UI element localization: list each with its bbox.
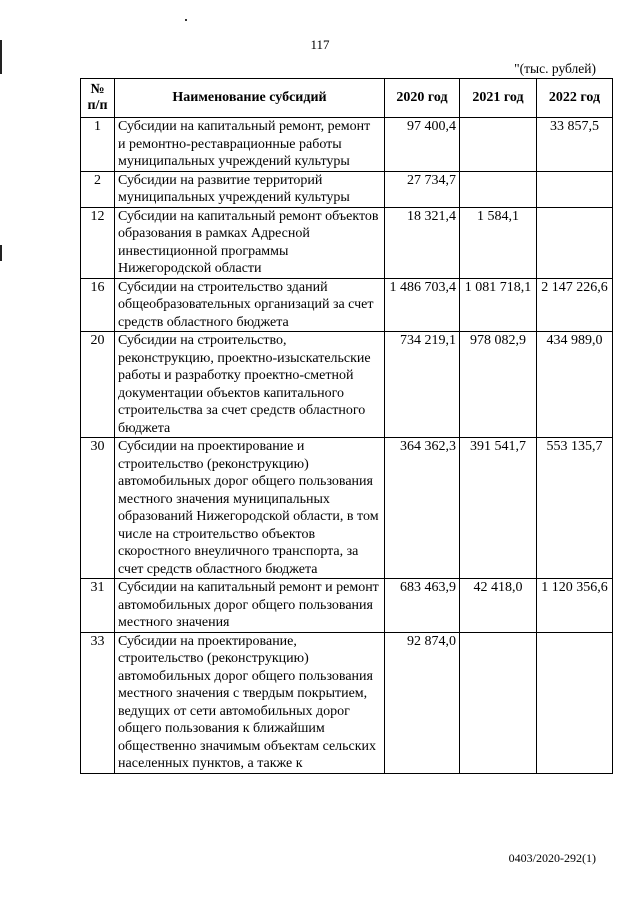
row-2021 <box>460 118 537 172</box>
row-num: 30 <box>81 438 115 579</box>
header-2022: 2022 год <box>537 79 613 118</box>
row-2020: 92 874,0 <box>385 632 460 773</box>
subsidies-table <box>80 78 613 774</box>
row-name: Субсидии на строительство, реконструкцию, проектно-изыскательские работы и разработку проектно-сметной документации объектов капитального строительства за счет средств областного бюджета <box>115 332 385 438</box>
row-2021 <box>460 171 537 207</box>
row-2021: 1 584,1 <box>460 207 537 278</box>
row-2020: 27 734,7 <box>385 171 460 207</box>
header-2020: 2020 год <box>385 79 460 118</box>
row-2022 <box>537 207 613 278</box>
row-2020: 683 463,9 <box>385 579 460 633</box>
row-2022: 434 989,0 <box>537 332 613 438</box>
row-2021: 978 082,9 <box>460 332 537 438</box>
row-2021: 42 418,0 <box>460 579 537 633</box>
row-2021: 1 081 718,1 <box>460 278 537 332</box>
row-num: 1 <box>81 118 115 172</box>
table-row <box>81 118 613 172</box>
row-2022: 2 147 226,6 <box>537 278 613 332</box>
row-name: Субсидии на строительство зданий общеобразовательных организаций за счет средств областного бюджета <box>115 278 385 332</box>
row-num: 33 <box>81 632 115 773</box>
row-2020: 18 321,4 <box>385 207 460 278</box>
header-num: № п/п <box>81 79 115 118</box>
row-name: Субсидии на развитие территорий муниципальных учреждений культуры <box>115 171 385 207</box>
page-number: 117 <box>310 37 330 52</box>
row-name: Субсидии на проектирование и строительство (реконструкцию) автомобильных дорог общего пользования местного значения муниципальных образований Нижегородской области, в том числе на строительство объектов скоростного внеуличного транспорта, за счет средств областного бюджета <box>115 438 385 579</box>
header-name: Наименование субсидий <box>115 79 385 118</box>
table-row <box>81 207 613 278</box>
binding-mark <box>0 245 2 261</box>
row-2022 <box>537 171 613 207</box>
row-2022: 1 120 356,6 <box>537 579 613 633</box>
document-code: 0403/2020-292(1) <box>508 851 596 865</box>
row-2020: 97 400,4 <box>385 118 460 172</box>
row-name: Субсидии на капитальный ремонт, ремонт и ремонтно-реставрационные работы муниципальных учреждений культуры <box>115 118 385 172</box>
table-row <box>81 579 613 633</box>
table-row <box>81 632 613 773</box>
row-num: 12 <box>81 207 115 278</box>
row-2022 <box>537 632 613 773</box>
header-2021: 2021 год <box>460 79 537 118</box>
row-name: Субсидии на капитальный ремонт объектов образования в рамках Адресной инвестиционной программы Нижегородской области <box>115 207 385 278</box>
table-row <box>81 332 613 438</box>
row-name: Субсидии на проектирование, строительство (реконструкцию) автомобильных дорог общего пользования местного значения с твердым покрытием, ведущих от сети автомобильных дорог общего пользования к ближайшим общественно значимым объектам сельских населенных пунктов, а также к <box>115 632 385 773</box>
row-2022: 33 857,5 <box>537 118 613 172</box>
row-2021 <box>460 632 537 773</box>
row-2020: 734 219,1 <box>385 332 460 438</box>
row-2022: 553 135,7 <box>537 438 613 579</box>
table-header-row <box>81 79 613 118</box>
table-row <box>81 278 613 332</box>
units-note: "(тыс. рублей) <box>514 61 596 76</box>
table-row <box>81 171 613 207</box>
row-num: 16 <box>81 278 115 332</box>
scan-artifact-dot <box>185 19 187 21</box>
row-num: 31 <box>81 579 115 633</box>
row-num: 2 <box>81 171 115 207</box>
row-2020: 1 486 703,4 <box>385 278 460 332</box>
row-num: 20 <box>81 332 115 438</box>
row-2020: 364 362,3 <box>385 438 460 579</box>
table-row <box>81 438 613 579</box>
row-name: Субсидии на капитальный ремонт и ремонт автомобильных дорог общего пользования местного значения <box>115 579 385 633</box>
row-2021: 391 541,7 <box>460 438 537 579</box>
